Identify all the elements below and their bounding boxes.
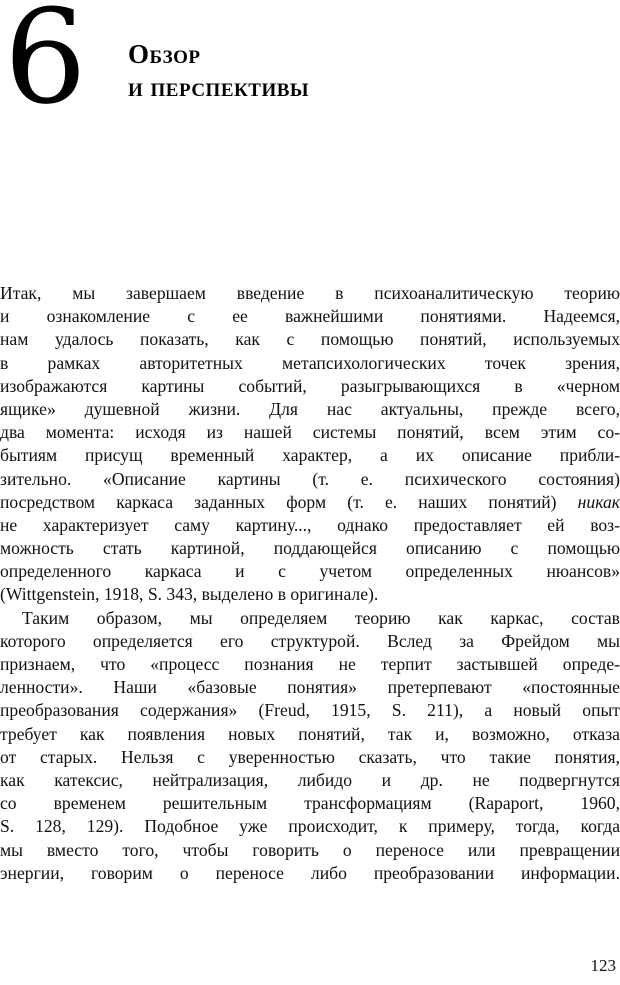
text-line: определенного каркаса и с учетом определенных нюансов»: [0, 561, 620, 582]
text-line: энергии, говорим о переносе либо преобразовании информации.: [0, 862, 620, 883]
chapter-title-line-2: и перспективы: [128, 72, 310, 102]
italic-word: никак: [577, 491, 620, 512]
chapter-title: [128, 38, 309, 104]
text-line: не характеризует саму картину..., однако предоставляет ей воз-: [0, 514, 620, 535]
text-line: которого определяется его структурой. Вслед за Фрейдом мы: [0, 630, 620, 651]
text-line: признаем, что «процесс познания не терпит застывшей опреде-: [0, 654, 620, 674]
text-line: преобразования содержания» (Freud, 1915, S. 211), а новый опыт: [0, 700, 620, 721]
chapter-title-line-1: Обзор: [128, 39, 201, 69]
text-line: ленности». Наши «базовые понятия» претерпевают «постоянные: [0, 677, 620, 698]
text-line: со временем решительным трансформациям (Rapaport, 1960,: [0, 793, 620, 814]
text-line: изображаются картины событий, разыгрывающихся в «черном: [0, 375, 620, 396]
text-line: как катексис, нейтрализация, либидо и др. не подвергнутся: [0, 769, 620, 790]
body-text: [0, 282, 620, 885]
text-line: Итак, мы завершаем введение в психоаналитическую теорию: [0, 283, 620, 303]
text-line: от старых. Нельзя с уверенностью сказать, что такие понятия,: [0, 746, 620, 767]
text-line-with-italic: [0, 491, 620, 514]
text-line: (Wittgenstein, 1918, S. 343, выделено в оригинале).: [0, 584, 379, 605]
text-line: бытиям присущ временный характер, а их описание прибли-: [0, 445, 620, 466]
text-line: мы вместо того, чтобы говорить о переносе или превращении: [0, 839, 620, 860]
text-line: два момента: исходя из нашей системы понятий, всем этим со-: [0, 422, 620, 443]
text-line: ящике» душевной жизни. Для нас актуальны, прежде всего,: [0, 398, 620, 419]
chapter-number: 6: [4, 0, 87, 133]
text-line: нам удалось показать, как с помощью понятий, используемых: [0, 329, 620, 350]
text-fragment: посредством каркаса заданных форм (т. е. наших понятий): [0, 491, 557, 512]
text-line: требует как появления новых понятий, так и, возможно, отказа: [0, 723, 620, 744]
text-line: и ознакомление с ее важнейшими понятиями. Надеемся,: [0, 306, 620, 327]
text-line: в рамках авторитетных метапсихологических точек зрения,: [0, 352, 620, 373]
text-line: можность стать картиной, поддающейся описанию с помощью: [0, 538, 620, 559]
text-line: Таким образом, мы определяем теорию как каркас, состав: [22, 607, 620, 628]
paragraph-1: [0, 282, 620, 607]
paragraph-2: [0, 607, 620, 885]
text-line: S. 128, 129). Подобное уже происходит, к примеру, тогда, когда: [0, 816, 620, 837]
page-number: 123: [590, 956, 616, 975]
text-line: зительно. «Описание картины (т. е. психического состояния): [0, 468, 620, 489]
